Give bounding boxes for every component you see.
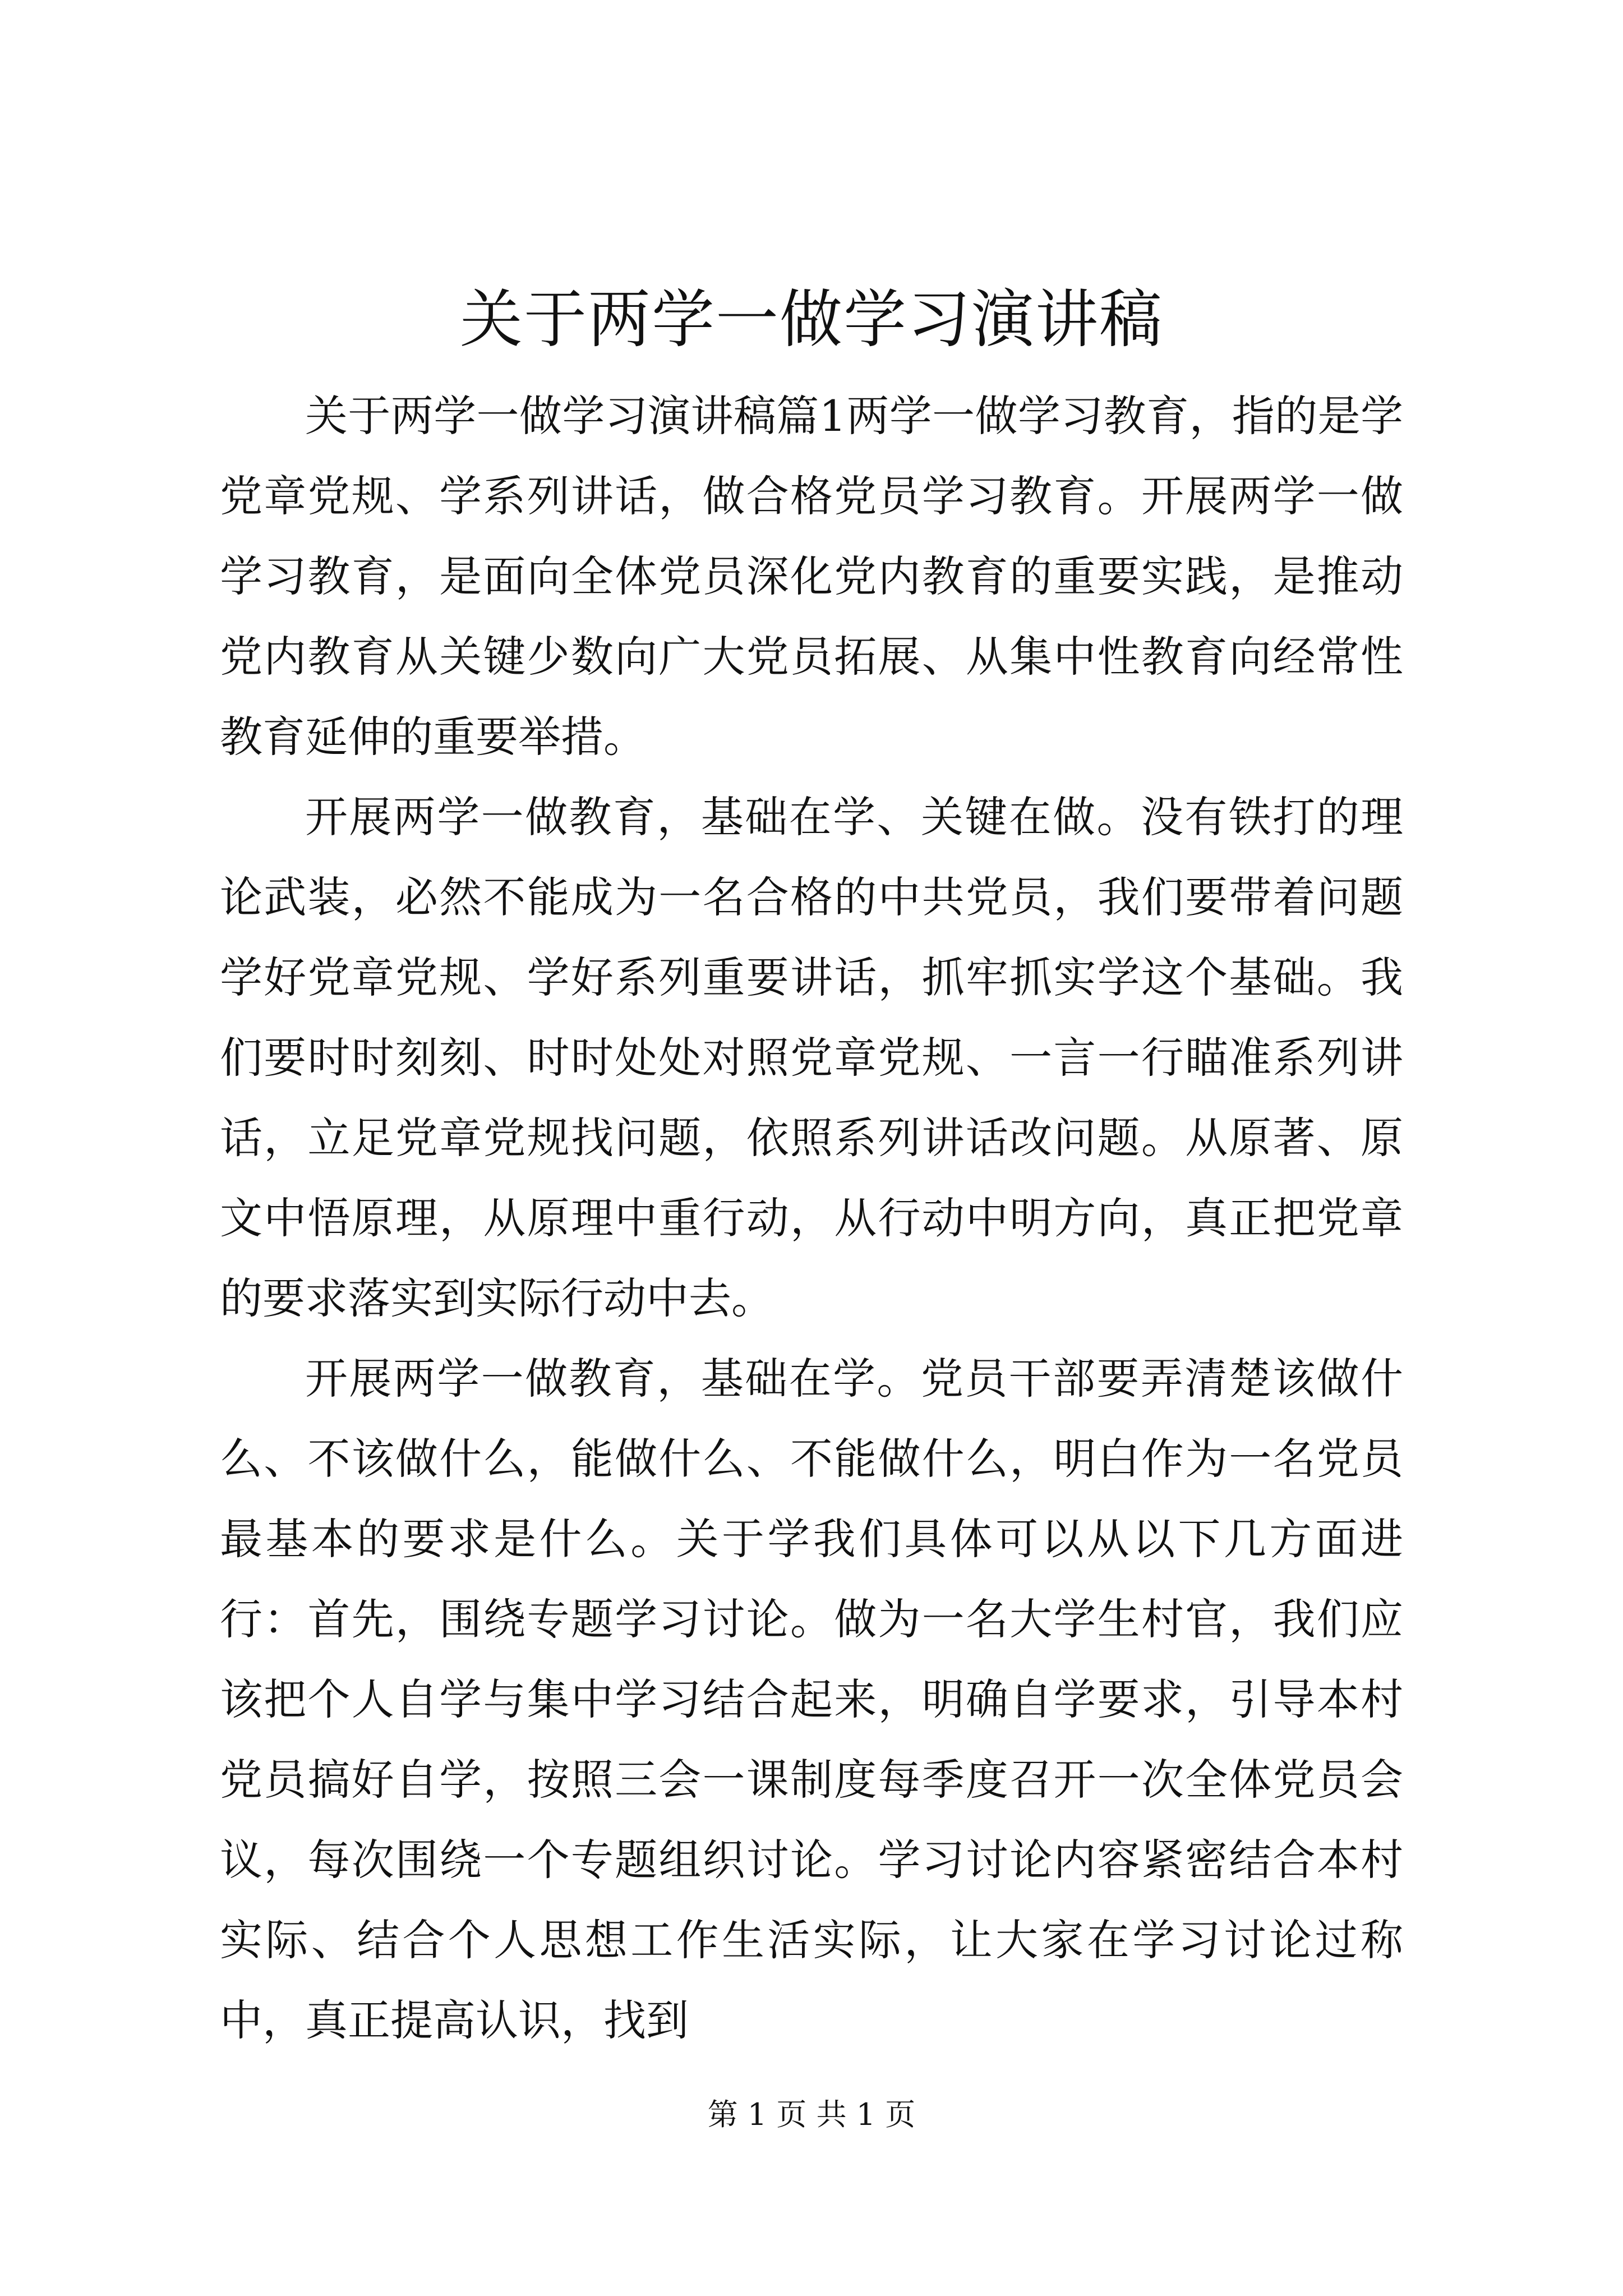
document-title: 关于两学一做学习演讲稿 xyxy=(460,283,1163,356)
paragraph-3: 开展两学一做教育，基础在学。党员干部要弄清楚该做什么、不该做什么，能做什么、不能做什么，明白作为一名党员最基本的要求是什么。关于学我们具体可以从以下几方面进行：首先，围绕专题学习讨论。做为一名大学生村官，我们应该把个人自学与集中学习结合起来，明确自学要求，引导本村党员搞好自学，按照三会一课制度每季度召开一次全体党员会议，每次围绕一个专题组织讨论。学习讨论内容紧密结合本村实际、结合个人思想工作生活实际，让大家在学习讨论过称中，真正提高认识，找到 xyxy=(220,1354,1403,2045)
page-footer: 第 1 页 共 1 页 xyxy=(707,2097,916,2132)
paragraph-2: 开展两学一做教育，基础在学、关键在做。没有铁打的理论武装，必然不能成为一名合格的中共党员，我们要带着问题学好党章党规、学好系列重要讲话，抓牢抓实学这个基础。我们要时时刻刻、时时处处对照党章党规、一言一行瞄准系列讲话，立足党章党规找问题，依照系列讲话改问题。从原著、原文中悟原理，从原理中重行动，从行动中明方向，真正把党章的要求落实到实际行动中去。 xyxy=(220,792,1403,1323)
document-body xyxy=(220,376,1403,2060)
paragraph-1: 关于两学一做学习演讲稿篇1两学一做学习教育，指的是学党章党规、学系列讲话，做合格党员学习教育。开展两学一做学习教育，是面向全体党员深化党内教育的重要实践，是推动党内教育从关键少数向广大党员拓展、从集中性教育向经常性教育延伸的重要举措。 xyxy=(220,391,1403,762)
